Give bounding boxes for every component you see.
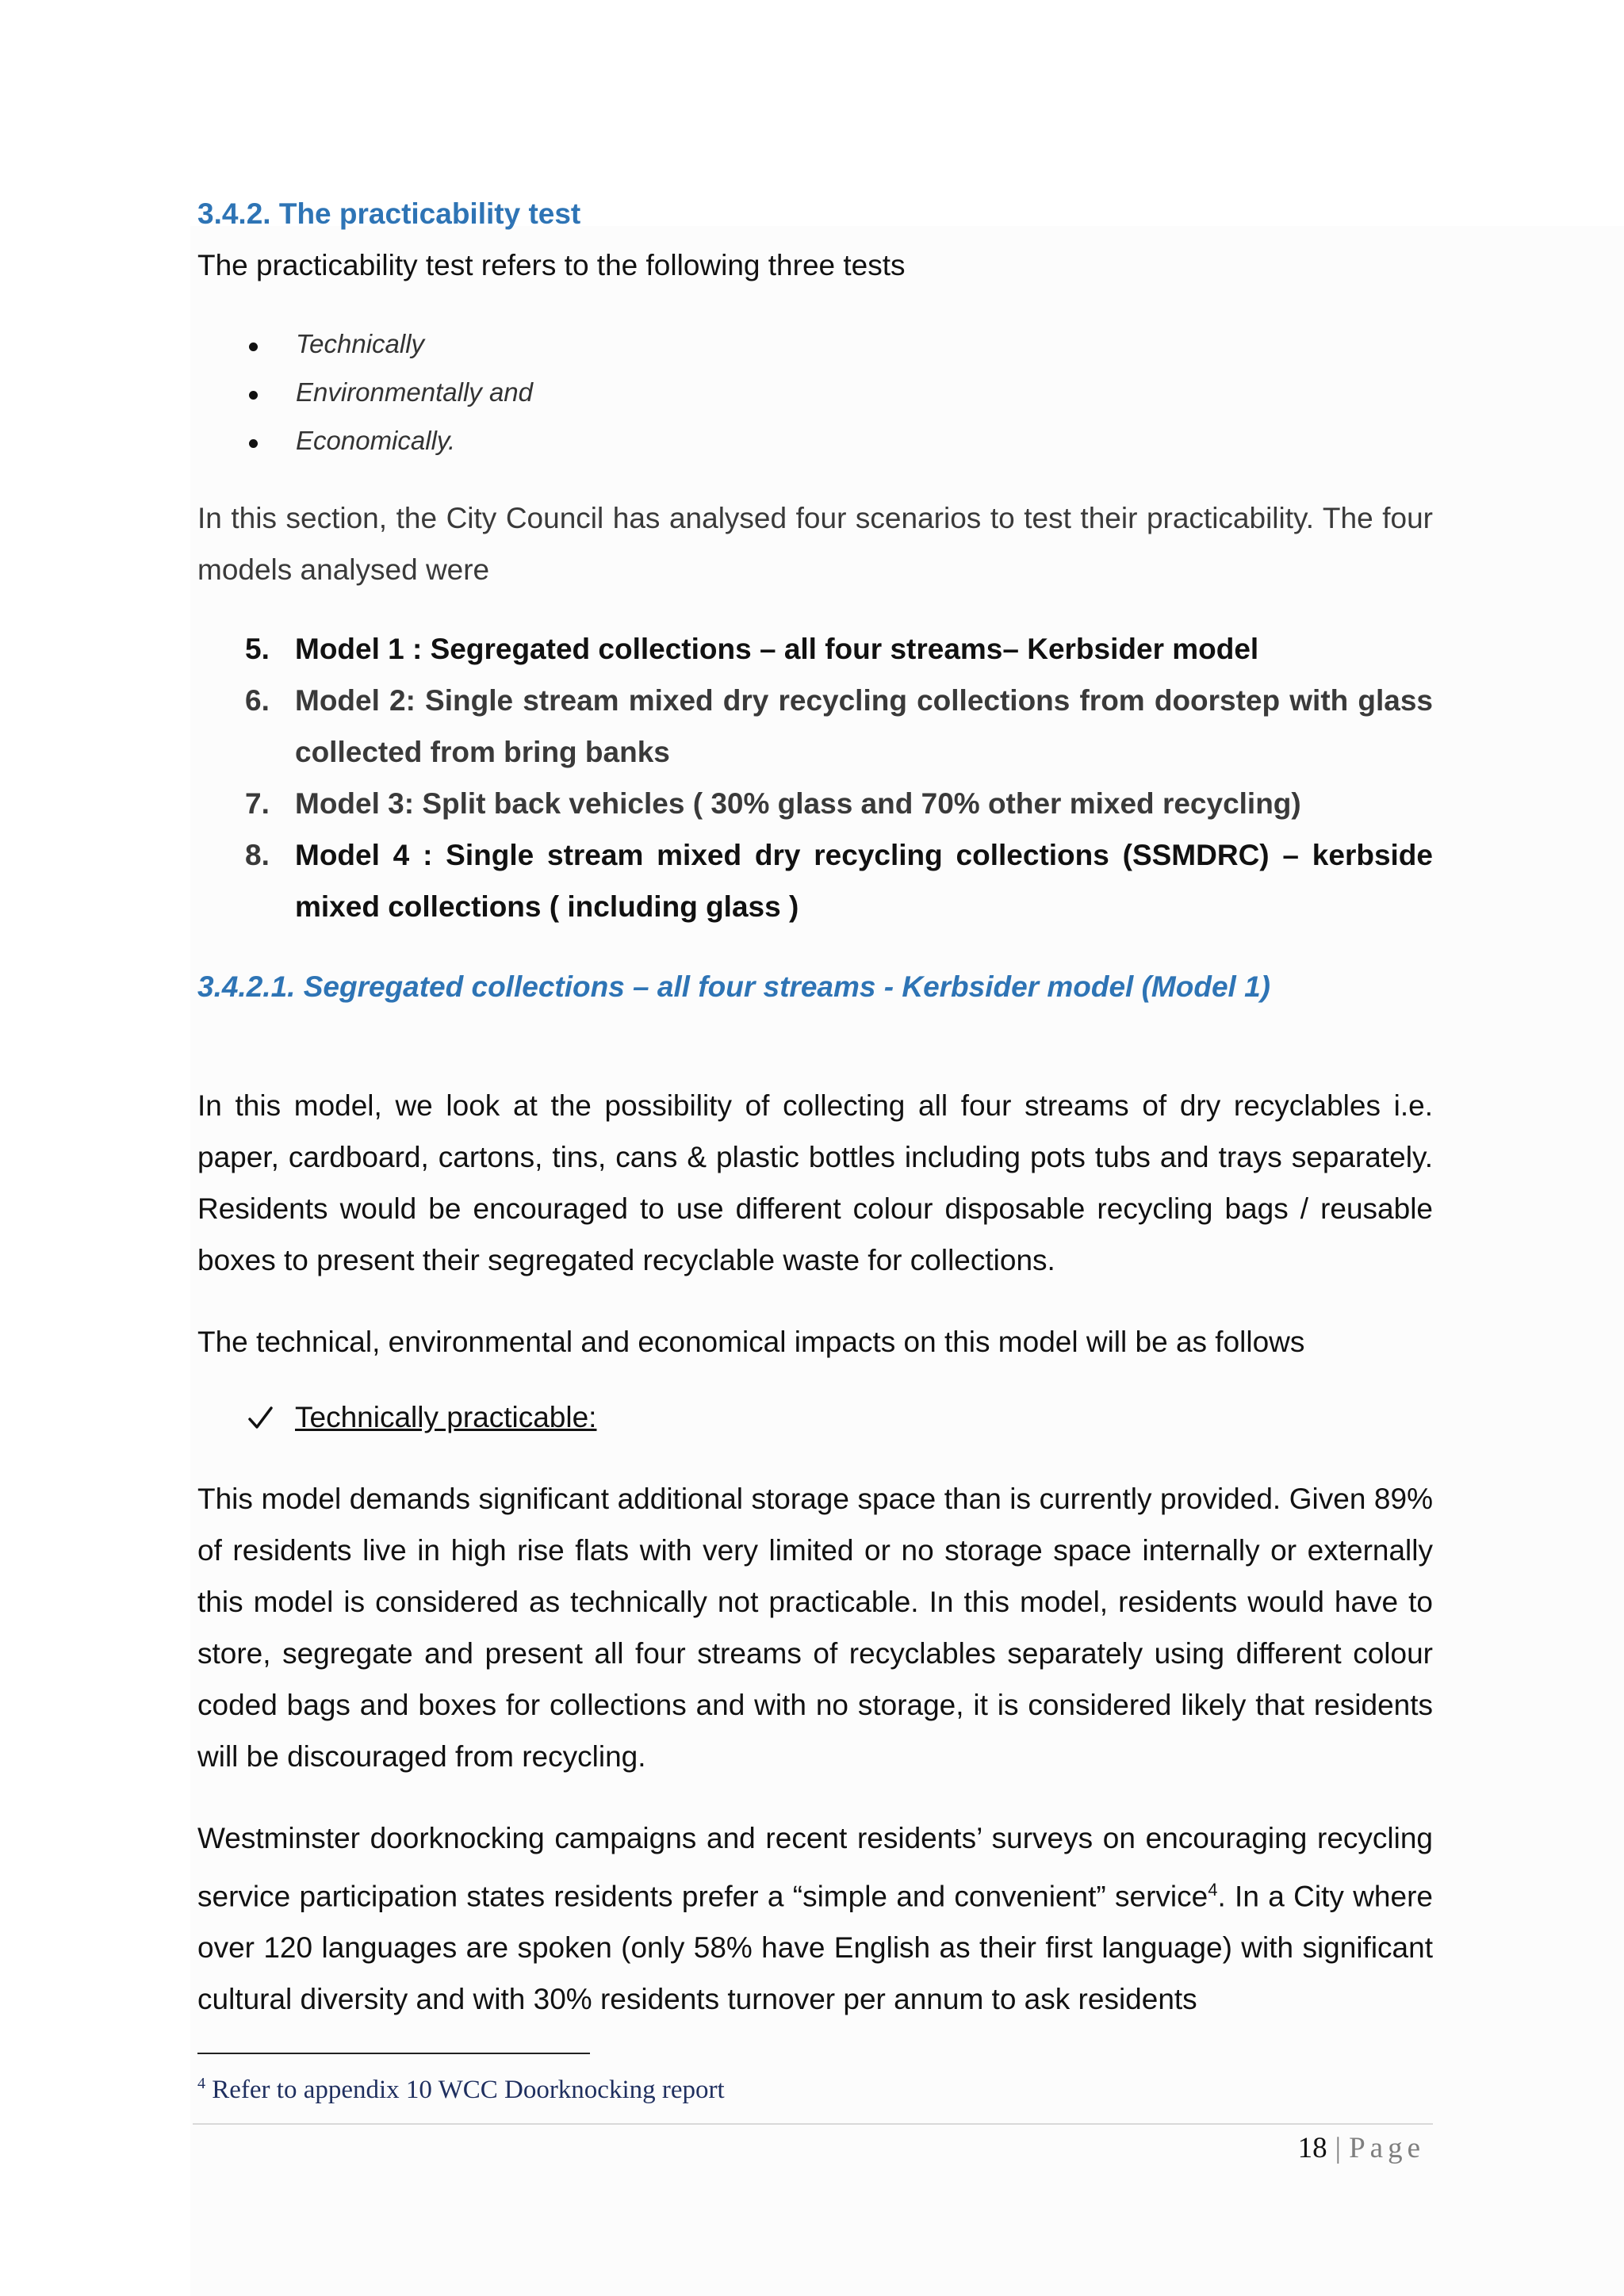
bullet-dot (249, 342, 258, 351)
model-text: Model 1 : Segregated collections – all four streams– Kerbsider model (295, 633, 1259, 665)
subsection-heading: 3.4.2.1. Segregated collections – all four streams - Kerbsider model (Model 1) (197, 970, 1270, 1003)
model-number: 5. (245, 633, 270, 665)
model-number: 6. (245, 684, 270, 717)
section-heading: 3.4.2. The practicability test (197, 197, 581, 230)
bullet-dot (249, 391, 258, 400)
list-item: Environmentally and (296, 377, 533, 407)
section-intro: The practicability test refers to the following three tests (197, 249, 906, 281)
model-text: Model 2: Single stream mixed dry recycling collections from doorstep with glass collected from bring banks (295, 684, 1433, 768)
model-text: Model 3: Split back vehicles ( 30% glass and 70% other mixed recycling) (295, 787, 1301, 820)
paragraph-text: . In a City where over 120 languages are spoken (only 58% have English as their first language) with significant cultural diversity and with 30% residents turnover per annum to ask residents (197, 1880, 1433, 2016)
paragraph-technical: This model demands significant additional storage space than is currently provided. Given 89% of residents live in high rise flats with very limited or no storage space internally or externally this model is considered as technically not practicable. In this model, residents would have to store, segregate and present all four streams of recyclables separately using different colour coded bags and boxes for collections and with no storage, it is considered likely that residents will be discouraged from recycling. (197, 1483, 1433, 1773)
page-label: Page (1349, 2132, 1425, 2164)
model-number: 7. (245, 787, 270, 820)
scenarios-intro: In this section, the City Council has analysed four scenarios to test their practicability. The four models analysed were (197, 502, 1433, 586)
list-item: Technically (296, 329, 425, 358)
list-item: Economically. (296, 426, 456, 455)
model-item (245, 829, 1433, 932)
model-item (245, 778, 1433, 829)
footnote-text: Refer to appendix 10 WCC Doorknocking report (205, 2076, 725, 2104)
model-item (245, 675, 1433, 778)
footnote-separator (197, 2053, 590, 2054)
model-text: Model 4 : Single stream mixed dry recycling collections (SSMDRC) – kerbside mixed collections ( including glass ) (295, 839, 1433, 923)
footnote-reference[interactable]: 4 (1208, 1880, 1218, 1900)
model-number: 8. (245, 839, 270, 871)
page-number: 18 (1297, 2132, 1327, 2164)
footnote-marker: 4 (197, 2075, 205, 2092)
check-item-label: Technically practicable: (295, 1401, 597, 1433)
paragraph-doorknocking (197, 1812, 1433, 2025)
paragraph-model-description: In this model, we look at the possibility of collecting all four streams of dry recyclables i.e. paper, cardboard, cartons, tins, cans & plastic bottles including pots tubs and trays separately. Residents would be encouraged to use different colour disposable recycling bags / reusable boxes to present their segregated recyclable waste for collections. (197, 1089, 1433, 1276)
model-item (245, 623, 1433, 675)
checkmark-icon (245, 1400, 277, 1435)
page-footer (1298, 2131, 1425, 2166)
paragraph-text: Westminster doorknocking campaigns and recent residents’ surveys on encouraging recycling service participation states residents prefer a “simple and convenient” service (197, 1822, 1433, 1913)
page-separator: | (1335, 2132, 1342, 2164)
footnote (197, 2068, 725, 2106)
footer-rule (193, 2123, 1433, 2125)
bullet-dot (249, 439, 258, 448)
paragraph-impacts-intro: The technical, environmental and economical impacts on this model will be as follows (197, 1326, 1305, 1358)
